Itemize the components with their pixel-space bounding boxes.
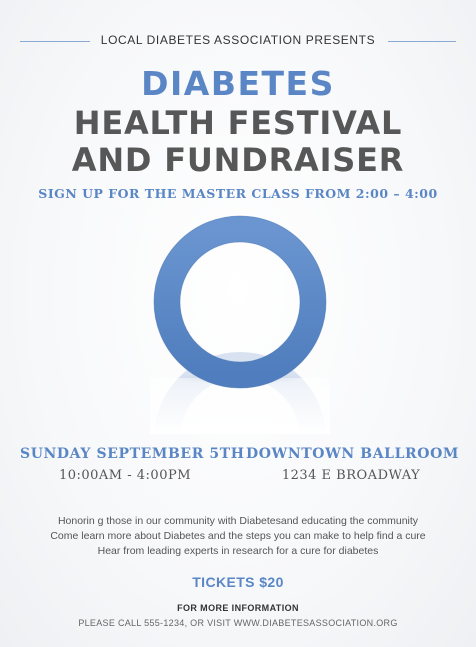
blue-awareness-ring-icon — [150, 214, 330, 434]
more-info-heading: FOR MORE INFORMATION — [177, 603, 299, 613]
venue-name: DOWNTOWN BALLROOM — [246, 446, 459, 462]
event-time: 10:00AM - 4:00PM — [58, 468, 192, 483]
contact-line: PLEASE CALL 555-1234, OR VISIT WWW.DIABETESASSOCIATION.ORG — [78, 618, 398, 628]
master-class-signup: SIGN UP FOR THE MASTER CLASS FROM 2:00 – 4:00 — [38, 186, 438, 201]
venue-address: 1234 E BROADWAY — [281, 468, 421, 483]
event-date: SUNDAY SEPTEMBER 5TH — [20, 446, 245, 462]
presenter-line: LOCAL DIABETES ASSOCIATION PRESENTS — [100, 33, 376, 47]
title-health-festival: HEALTH FESTIVAL — [73, 104, 403, 142]
ticket-price: TICKETS $20 — [192, 574, 284, 590]
title-and-fundraiser: AND FUNDRAISER — [71, 141, 405, 179]
description-line-1: Honorin g those in our community with Diabetesand educating the community — [57, 515, 419, 527]
title-diabetes: DIABETES — [141, 64, 335, 103]
description-line-3: Hear from leading experts in research for a cure for diabetes — [97, 545, 379, 557]
description-line-2: Come learn more about Diabetes and the steps you can make to help find a cure — [50, 530, 426, 542]
